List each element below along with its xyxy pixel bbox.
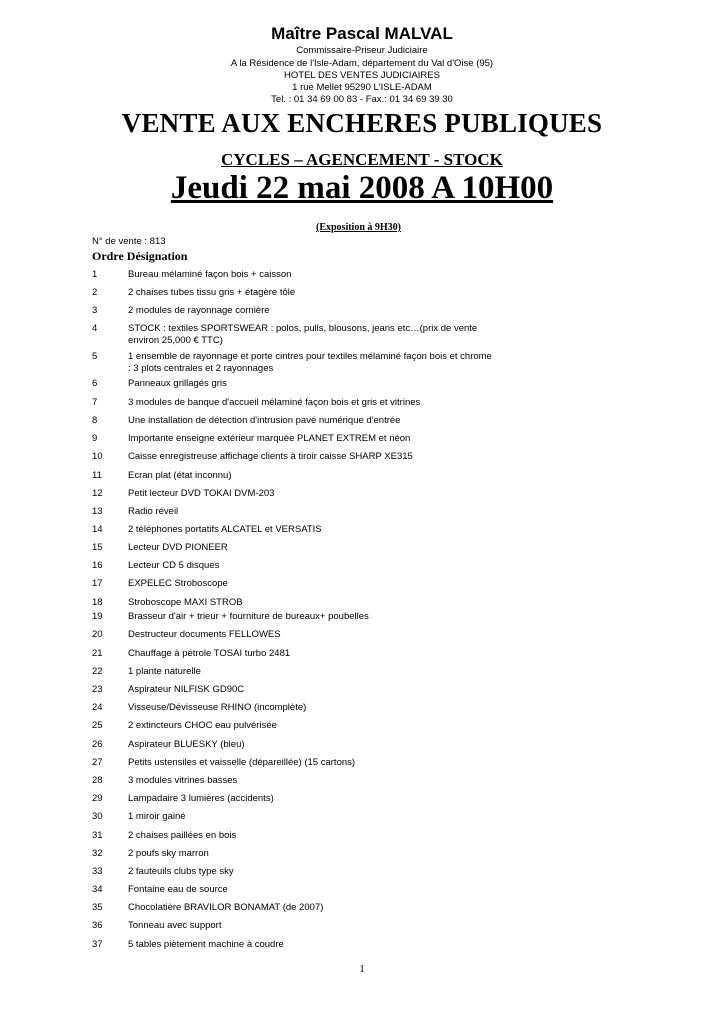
lot-number: 21: [92, 648, 103, 659]
lot-designation: Tonneau avec support: [128, 920, 222, 931]
lot-number: 15: [92, 542, 103, 553]
sale-date: Jeudi 22 mai 2008 A 10H00: [170, 170, 554, 206]
lot-designation: 2 chaises paillées en bois: [128, 830, 237, 841]
lot-designation: Stroboscope MAXI STROB: [128, 597, 243, 608]
lot-designation: 1 miroir gainé: [128, 811, 186, 822]
lot-designation: STOCK : textiles SPORTSWEAR : polos, pulls, blousons, jeans etc…(prix de vente environ 25,000 € TTC): [128, 323, 478, 346]
lot-designation: Chauffage à pétrole TOSAI turbo 2481: [128, 648, 291, 659]
lot-designation: 1 ensemble de rayonnage et porte cintres pour textiles mélaminé façon bois et chrome : 3 plots centrales et 2 rayonnages: [128, 351, 492, 374]
lot-designation: EXPELEC Stroboscope: [128, 578, 228, 589]
lot-number: 13: [92, 506, 103, 517]
column-header-designation: Désignation: [126, 249, 188, 263]
lot-number: 1: [92, 269, 98, 280]
lot-designation: 2 modules de rayonnage cornière: [128, 305, 270, 316]
lot-number: 34: [92, 884, 103, 895]
lot-designation: 2 téléphones portatifs ALCATEL et VERSATIS: [128, 524, 322, 535]
lot-number: 24: [92, 702, 103, 713]
lot-designation: Aspirateur BLUESKY (bleu): [128, 739, 245, 750]
header-line-address: 1 rue Mellet 95290 L'ISLE-ADAM: [292, 82, 432, 93]
lot-number: 5: [92, 351, 98, 362]
lot-number: 12: [92, 488, 103, 499]
lot-number: 6: [92, 378, 98, 389]
sale-subtitle: CYCLES – AGENCEMENT - STOCK: [221, 150, 503, 169]
lot-designation: Caisse enregistreuse affichage clients à tiroir caisse SHARP XE315: [128, 451, 413, 462]
lot-designation: Visseuse/Dévisseuse RHINO (incomplète): [128, 702, 307, 713]
lot-number: 16: [92, 560, 103, 571]
lot-number: 31: [92, 830, 103, 841]
lot-designation: Petit lecteur DVD TOKAI DVM-203: [128, 488, 275, 499]
lot-number: 37: [92, 939, 103, 950]
lot-designation: Bureau mélaminé façon bois + caisson: [128, 269, 292, 280]
lot-number: 10: [92, 451, 103, 462]
lot-number: 19: [92, 611, 103, 622]
lot-designation: Petits ustensiles et vaisselle (dépareillée) (15 cartons): [128, 757, 356, 768]
lot-number: 25: [92, 720, 103, 731]
lot-number: 11: [92, 470, 102, 481]
lot-number: 32: [92, 848, 103, 859]
header-line-hotel: HOTEL DES VENTES JUDICIAIRES: [284, 70, 440, 81]
lot-number: 4: [92, 323, 98, 334]
lot-number: 3: [92, 305, 98, 316]
lot-designation: Lecteur CD 5 disques: [128, 560, 220, 571]
lot-designation: 2 chaises tubes tissu gris + étagère tôle: [128, 287, 296, 298]
lot-designation: 2 poufs sky marron: [128, 848, 209, 859]
sale-number: N° de vente : 813: [92, 236, 166, 247]
lot-number: 26: [92, 739, 103, 750]
lot-designation: 1 plante naturelle: [128, 666, 201, 677]
lot-number: 35: [92, 902, 103, 913]
lot-designation: 5 tables piètement machine à coudre: [128, 939, 284, 950]
lot-number: 8: [92, 415, 98, 426]
lot-number: 18: [92, 597, 103, 608]
lot-number: 17: [92, 578, 103, 589]
lot-number: 22: [92, 666, 103, 677]
lot-designation: Lampadaire 3 lumières (accidents): [128, 793, 274, 804]
lot-number: 33: [92, 866, 103, 877]
lot-number: 9: [92, 433, 98, 444]
lot-number: 2: [92, 287, 98, 298]
lot-designation: 3 modules de banque d'accueil mélaminé façon bois et gris et vitrines: [128, 397, 421, 408]
lot-designation: Panneaux grillagés gris: [128, 378, 227, 389]
lot-designation: 2 extincteurs CHOC eau pulvérisée: [128, 720, 277, 731]
lot-designation: Brasseur d'air + trieur + fourniture de bureaux+ poubelles: [128, 611, 369, 622]
lot-number: 27: [92, 757, 103, 768]
column-header-order: Ordre: [92, 249, 124, 263]
lot-number: 7: [92, 397, 98, 408]
exposition-time: (Exposition à 9H30): [316, 222, 402, 233]
lot-designation: Radio réveil: [128, 506, 179, 517]
lot-number: 28: [92, 775, 103, 786]
lot-designation: Chocolatière BRAVILOR BONAMAT (de 2007): [128, 902, 324, 913]
lot-number: 23: [92, 684, 103, 695]
lot-designation: Une installation de détection d'intrusion pavé numérique d'entrée: [128, 415, 401, 426]
lot-designation: 2 fauteuils clubs type sky: [128, 866, 234, 877]
header-line-title: Commissaire-Priseur Judiciaire: [296, 45, 428, 56]
header-line-contact: Tel. : 01 34 69 00 83 - Fax.: 01 34 69 39 30: [271, 94, 453, 105]
lot-designation: Fontaine eau de source: [128, 884, 228, 895]
sale-title: VENTE AUX ENCHERES PUBLIQUES: [121, 108, 603, 138]
lot-designation: Destructeur documents FELLOWES: [128, 629, 281, 640]
lot-designation: Importante enseigne extérieur marquée PLANET EXTREM et néon: [128, 433, 411, 444]
lot-number: 36: [92, 920, 103, 931]
header-line-residence: A la Résidence de l'Isle-Adam, département du Val d'Oise (95): [230, 58, 494, 69]
lot-designation: Ecran plat (état inconnu): [128, 470, 232, 481]
page-number: 1: [359, 963, 365, 975]
lot-designation: Aspirateur NILFISK GD90C: [128, 684, 245, 695]
lot-number: 14: [92, 524, 103, 535]
lot-number: 30: [92, 811, 103, 822]
auctioneer-name: Maître Pascal MALVAL: [271, 24, 453, 43]
lot-number: 20: [92, 629, 103, 640]
lot-designation: Lecteur DVD PIONEER: [128, 542, 228, 553]
lot-number: 29: [92, 793, 103, 804]
lot-designation: 3 modules vitrines basses: [128, 775, 238, 786]
